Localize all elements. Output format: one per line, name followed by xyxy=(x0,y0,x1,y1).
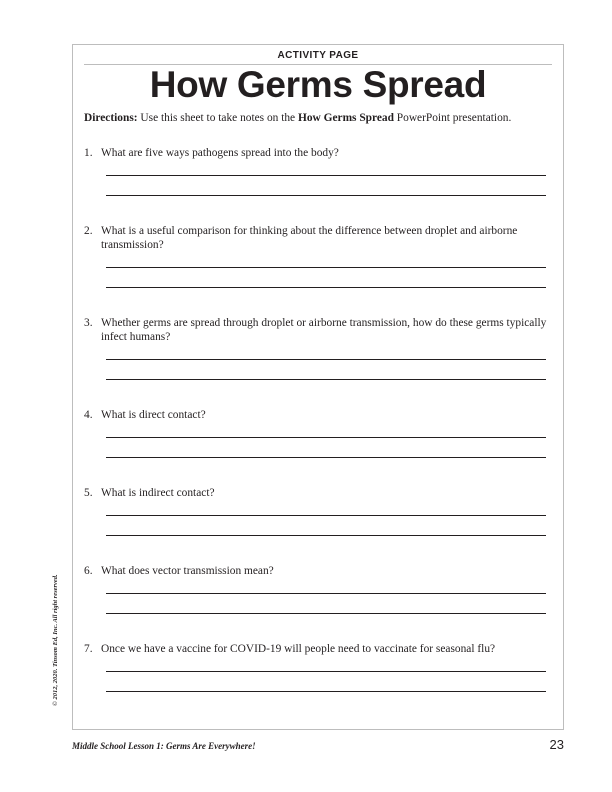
question-number: 1. xyxy=(84,147,93,159)
answer-line[interactable] xyxy=(106,175,546,176)
page-number: 23 xyxy=(549,737,564,752)
answer-line[interactable] xyxy=(106,287,546,288)
question-text: What is direct contact? xyxy=(101,409,206,421)
answer-line[interactable] xyxy=(106,437,546,438)
question-2 xyxy=(84,224,552,252)
question-text: Once we have a vaccine for COVID-19 will people need to vaccinate for seasonal flu? xyxy=(101,643,496,655)
answer-line[interactable] xyxy=(106,535,546,536)
question-text: What is indirect contact? xyxy=(101,487,215,499)
answer-line[interactable] xyxy=(106,267,546,268)
question-7 xyxy=(84,642,552,656)
question-4 xyxy=(84,408,552,422)
question-number: 4. xyxy=(84,409,93,421)
question-6 xyxy=(84,564,552,578)
question-text: What is a useful comparison for thinking about the difference between droplet and airborne transmission? xyxy=(101,225,518,251)
question-5 xyxy=(84,486,552,500)
activity-page-label: ACTIVITY PAGE xyxy=(277,50,359,61)
copyright-notice: © 2012, 2020. Tinsom Ed, Inc. All right reserved. xyxy=(52,574,59,706)
question-number: 5. xyxy=(84,487,93,499)
question-3 xyxy=(84,316,552,344)
directions-bold-title: How Germs Spread xyxy=(297,112,394,124)
question-number: 7. xyxy=(84,643,93,655)
question-text: What does vector transmission mean? xyxy=(101,565,274,577)
answer-line[interactable] xyxy=(106,613,546,614)
answer-line[interactable] xyxy=(106,515,546,516)
page-title: How Germs Spread xyxy=(149,64,487,105)
directions-text-after: PowerPoint presentation. xyxy=(393,112,512,124)
directions xyxy=(84,111,554,125)
answer-line[interactable] xyxy=(106,593,546,594)
question-number: 3. xyxy=(84,317,93,329)
answer-line[interactable] xyxy=(106,379,546,380)
answer-line[interactable] xyxy=(106,457,546,458)
answer-line[interactable] xyxy=(106,691,546,692)
question-number: 6. xyxy=(84,565,93,577)
answer-line[interactable] xyxy=(106,359,546,360)
footer-lesson: Middle School Lesson 1: Germs Are Everywhere! xyxy=(72,741,256,751)
answer-line[interactable] xyxy=(106,195,546,196)
question-text: Whether germs are spread through droplet or airborne transmission, how do these germs typically infect humans? xyxy=(101,317,547,343)
question-number: 2. xyxy=(84,225,93,237)
question-1 xyxy=(84,146,552,160)
directions-text-before: Use this sheet to take notes on the xyxy=(137,112,298,124)
directions-label: Directions: xyxy=(84,112,138,124)
question-text: What are five ways pathogens spread into the body? xyxy=(101,147,339,159)
answer-line[interactable] xyxy=(106,671,546,672)
